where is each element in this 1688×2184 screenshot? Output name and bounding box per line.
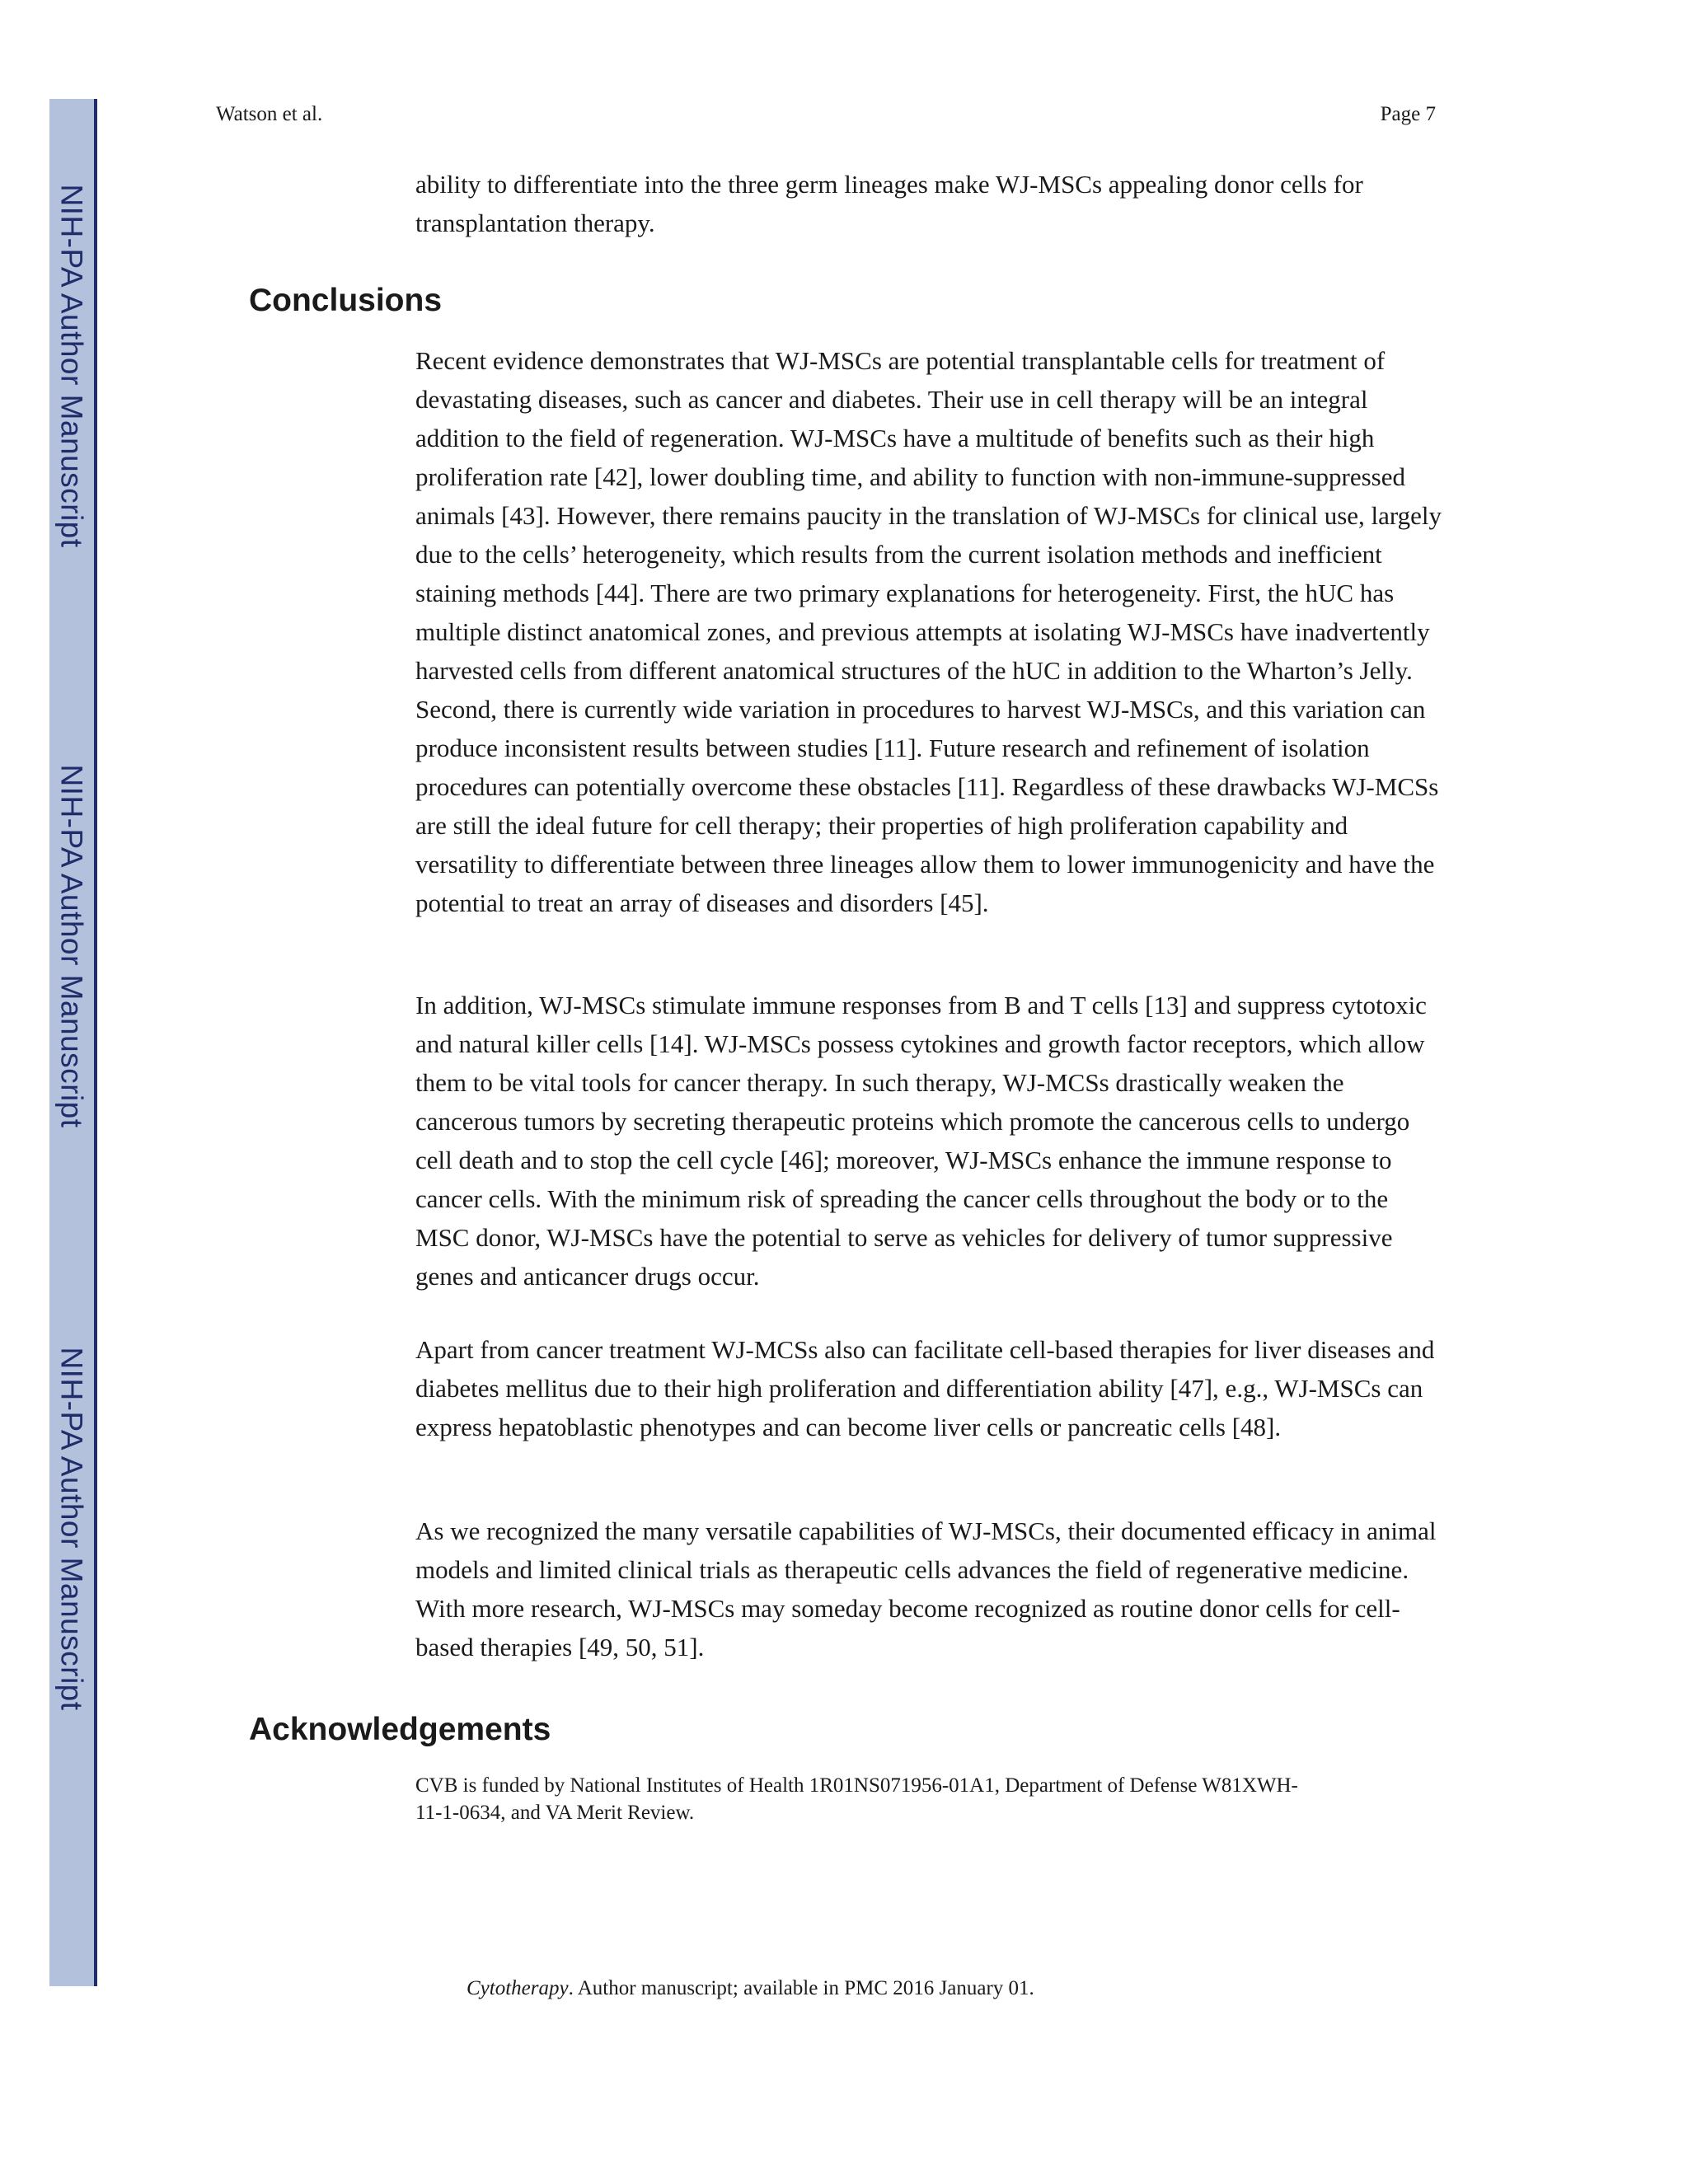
conclusions-paragraph-2: In addition, WJ-MSCs stimulate immune responses from B and T cells [13] and suppress cytotoxic and natural killer cells [14]. WJ-MSCs possess cytokines and growth factor receptors, which allow them to be vital tools for cancer therapy. In such therapy, WJ-MCSs drastically weaken the cancerous tumors by secreting therapeutic proteins which promote the cancerous cells to undergo cell death and to stop the cell cycle [46]; moreover, WJ-MSCs enhance the immune response to cancer cells. With the minimum risk of spreading the cancer cells throughout the body or to the MSC donor, WJ-MSCs have the potential to serve as vehicles for delivery of tumor suppressive genes and anticancer drugs occur. [415, 991, 1427, 1291]
conclusions-paragraph-1: Recent evidence demonstrates that WJ-MSCs are potential transplantable cells for treatment of devastating diseases, such as cancer and diabetes. Their use in cell therapy will be an integral addition to the field of regeneration. WJ-MSCs have a multitude of benefits such as their high proliferation rate [42], lower doubling time, and ability to function with non-immune-suppressed animals [43]. However, there remains paucity in the translation of WJ-MSCs for clinical use, largely due to the cells’ heterogeneity, which results from the current isolation methods and inefficient staining methods [44]. There are two primary explanations for heterogeneity. First, the hUC has multiple distinct anatomical zones, and previous attempts at isolating WJ-MSCs have inadvertently harvested cells from different anatomical structures of the hUC in addition to the Wharton’s Jelly. Second, there is currently wide variation in procedures to harvest WJ-MSCs, and this variation can produce inconsistent results between studies [11]. Future research and refinement of isolation procedures can potentially overcome these obstacles [11]. Regardless of these drawbacks WJ-MCSs are still the ideal future for cell therapy; their properties of high proliferation capability and versatility to differentiate between three lineages allow them to lower immunogenicity and have the potential to treat an array of diseases and disorders [45]. [415, 346, 1442, 917]
acknowledgements-heading: Acknowledgements [249, 1712, 551, 1747]
page-footer [467, 1976, 1034, 2001]
nih-pa-sidebar [49, 99, 97, 1986]
conclusions-heading: Conclusions [249, 283, 443, 318]
continuation-paragraph: ability to differentiate into the three germ lineages make WJ-MSCs appealing donor cells for transplantation therapy. [415, 170, 1363, 237]
sidebar-label: NIH-PA Author Manuscript [55, 184, 90, 548]
footer-availability: . Author manuscript; available in PMC 2016 January 01. [568, 1977, 1034, 1999]
sidebar-label: NIH-PA Author Manuscript [55, 1347, 90, 1711]
conclusions-paragraph-4: As we recognized the many versatile capabilities of WJ-MSCs, their documented efficacy in animal models and limited clinical trials as therapeutic cells advances the field of regenerative medicine. With more research, WJ-MSCs may someday become recognized as routine donor cells for cell-based therapies [49, 50, 51]. [415, 1516, 1437, 1661]
running-head-page-number: Page 7 [1380, 103, 1436, 125]
acknowledgements-text: CVB is funded by National Institutes of Health 1R01NS071956-01A1, Department of Defense W81XWH-11-1-0634, and VA Merit Review. [415, 1774, 1298, 1824]
footer-journal-name: Cytotherapy [467, 1977, 569, 1999]
running-head-authors: Watson et al. [216, 103, 323, 125]
sidebar-label: NIH-PA Author Manuscript [55, 764, 90, 1128]
conclusions-paragraph-3: Apart from cancer treatment WJ-MCSs also can facilitate cell-based therapies for liver diseases and diabetes mellitus due to their high proliferation and differentiation ability [47], e.g., WJ-MSCs can express hepatoblastic phenotypes and can become liver cells or pancreatic cells [48]. [415, 1335, 1435, 1441]
